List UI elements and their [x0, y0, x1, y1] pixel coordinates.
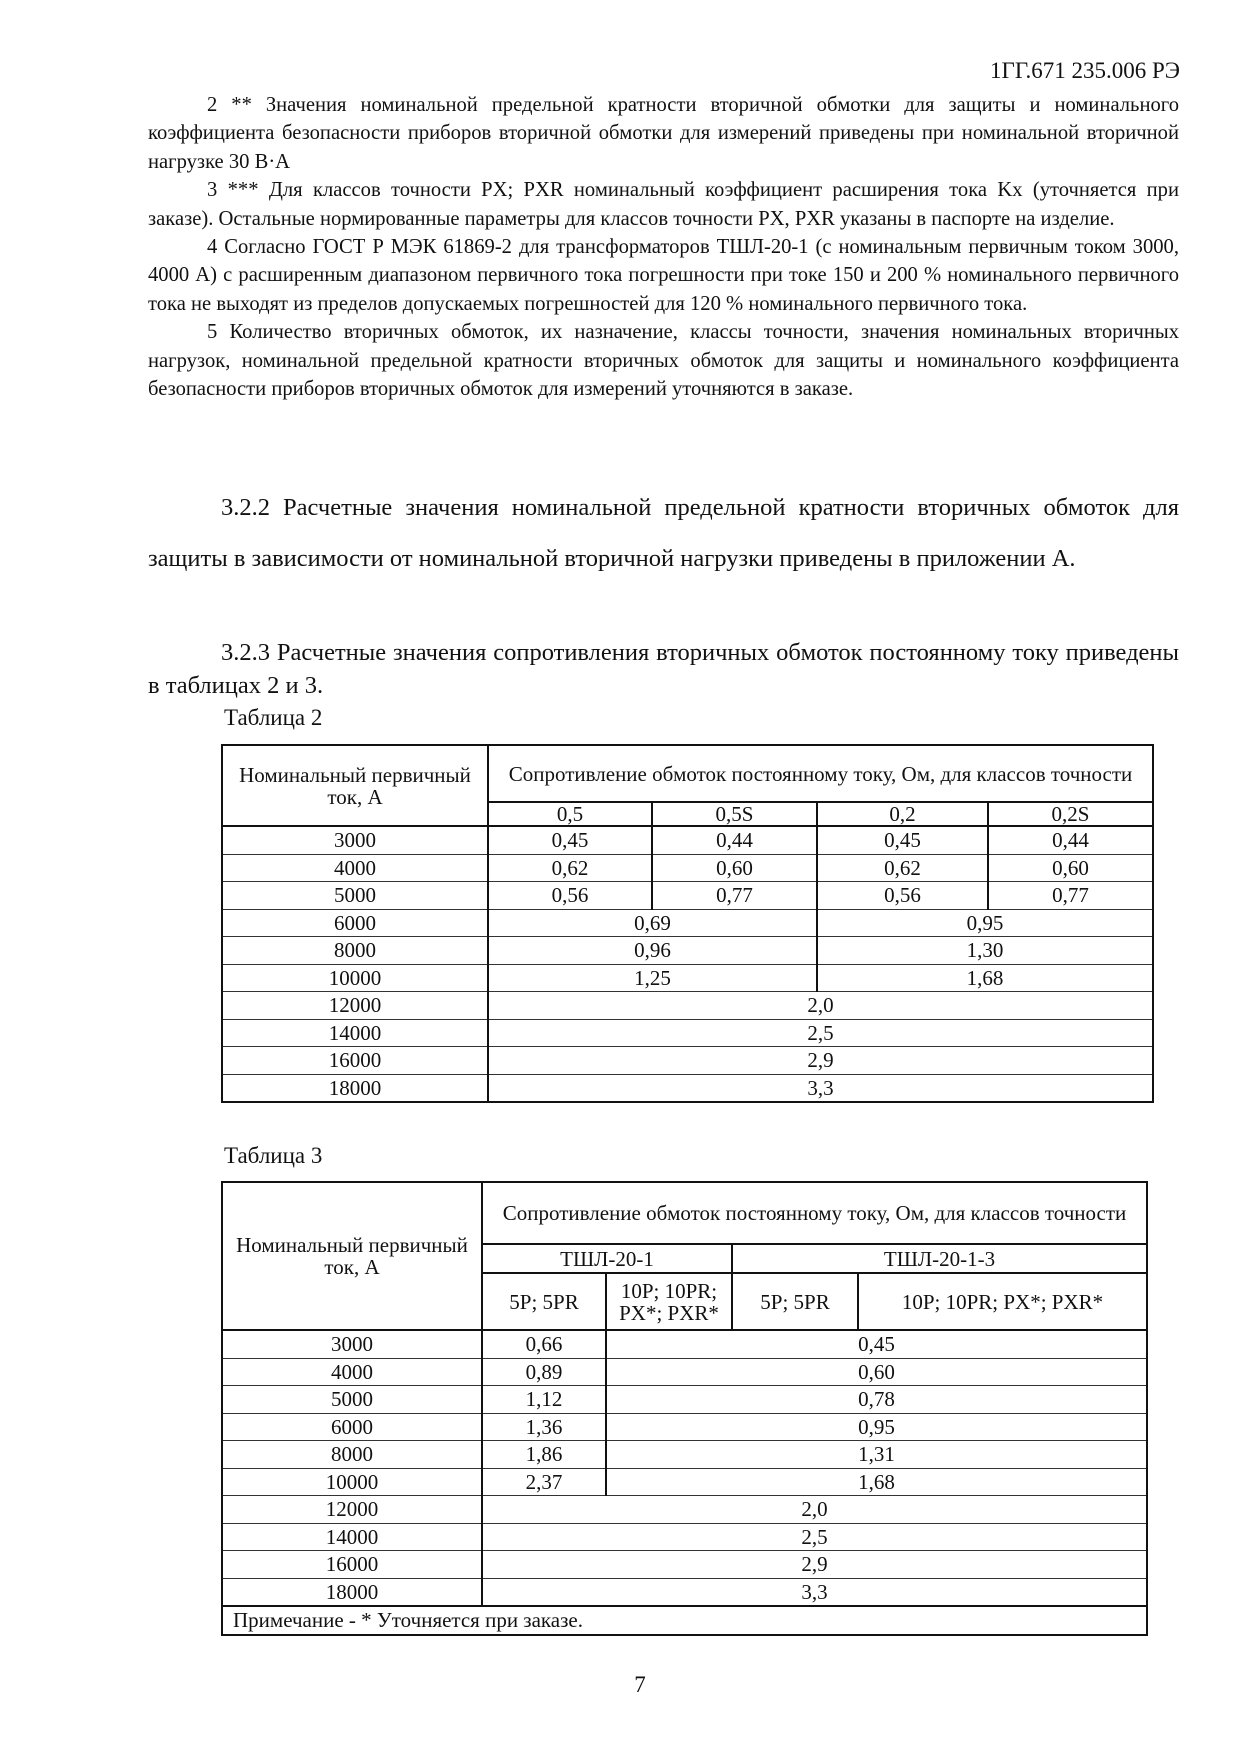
cell-current: 18000 — [222, 1578, 482, 1606]
cell-value: 0,96 — [488, 937, 817, 965]
cell-value: 2,5 — [488, 1019, 1153, 1047]
cell-value: 0,56 — [817, 882, 988, 910]
header-resistance: Сопротивление обмоток постоянному току, Ом, для классов точности — [488, 745, 1153, 802]
note-2: 2 ** Значения номинальной предельной кратности вторичной обмотки для защиты и номинального коэффициента безопасности приборов вторичной обмотки для измерений приведены при номинальной вторичной нагрузке 30 В·А — [148, 94, 1179, 173]
header-nominal-current: Номинальный первичный ток, А — [222, 1182, 482, 1330]
table-2 — [221, 744, 1154, 1103]
table-row — [222, 1330, 1147, 1358]
cell-current: 12000 — [222, 1496, 482, 1524]
cell-value: 0,77 — [988, 882, 1153, 910]
cell-value: 0,78 — [606, 1386, 1147, 1414]
header-class: 0,2 — [817, 802, 988, 826]
cell-value: 0,44 — [652, 826, 817, 854]
table-row — [222, 909, 1153, 937]
header-class: 0,2S — [988, 802, 1153, 826]
page-number: 7 — [634, 1672, 646, 1697]
header-type: ТШЛ-20-1-3 — [732, 1244, 1147, 1273]
header-type: ТШЛ-20-1 — [482, 1244, 732, 1273]
table-row — [222, 1468, 1147, 1496]
cell-value: 0,44 — [988, 826, 1153, 854]
note-5: 5 Количество вторичных обмоток, их назначение, классы точности, значения номинальных вторичных нагрузок, номинальной предельной кратности вторичных обмоток для защиты и номинального коэффициента безопасности приборов вторичных обмоток для измерений уточняются в заказе. — [148, 321, 1179, 401]
cell-value: 1,30 — [817, 937, 1153, 965]
section-3-2-2-text: 3.2.2 Расчетные значения номинальной предельной кратности вторичных обмоток для защиты в зависимости от номинальной вторичной нагрузки приведены в приложении А. — [148, 494, 1179, 572]
table-row — [222, 1047, 1153, 1075]
cell-current: 18000 — [222, 1074, 488, 1102]
table-row — [222, 937, 1153, 965]
table-note: Примечание - * Уточняется при заказе. — [222, 1606, 1147, 1635]
table-3-caption: Таблица 3 — [224, 1143, 323, 1168]
table-row — [222, 992, 1153, 1020]
cell-current: 4000 — [222, 854, 488, 882]
note-4: 4 Согласно ГОСТ Р МЭК 61869-2 для трансформаторов ТШЛ-20-1 (с номинальным первичным током 3000, 4000 А) с расширенным диапазоном первичного тока погрешности при токе 150 и 200 % номинального первичного тока не выходят из пределов допускаемых погрешностей для 120 % номинального первичного тока. — [148, 236, 1179, 315]
cell-value: 0,60 — [606, 1358, 1147, 1386]
table-row — [222, 1413, 1147, 1441]
table-row — [222, 826, 1153, 854]
cell-value: 0,62 — [817, 854, 988, 882]
header-class: 10P; 10PR; PX*; PXR* — [858, 1273, 1147, 1330]
cell-value: 1,86 — [482, 1441, 606, 1469]
cell-current: 5000 — [222, 882, 488, 910]
cell-current: 6000 — [222, 1413, 482, 1441]
cell-value: 1,68 — [817, 964, 1153, 992]
cell-value: 2,0 — [482, 1496, 1147, 1524]
header-class: 10P; 10PR; PX*; PXR* — [606, 1273, 732, 1330]
cell-current: 5000 — [222, 1386, 482, 1414]
cell-current: 14000 — [222, 1523, 482, 1551]
cell-current: 14000 — [222, 1019, 488, 1047]
cell-value: 2,5 — [482, 1523, 1147, 1551]
cell-value: 0,60 — [988, 854, 1153, 882]
table-row — [222, 1523, 1147, 1551]
table-row — [222, 1578, 1147, 1606]
cell-value: 0,45 — [488, 826, 652, 854]
cell-current: 10000 — [222, 1468, 482, 1496]
cell-value: 1,68 — [606, 1468, 1147, 1496]
cell-current: 16000 — [222, 1551, 482, 1579]
cell-value: 1,25 — [488, 964, 817, 992]
cell-value: 0,66 — [482, 1330, 606, 1358]
cell-value: 3,3 — [488, 1074, 1153, 1102]
cell-value: 0,95 — [606, 1413, 1147, 1441]
document-code: 1ГГ.671 235.006 РЭ — [990, 58, 1180, 83]
cell-value: 0,69 — [488, 909, 817, 937]
header-resistance: Сопротивление обмоток постоянному току, Ом, для классов точности — [482, 1182, 1147, 1244]
table-row — [222, 1496, 1147, 1524]
cell-value: 2,9 — [482, 1551, 1147, 1579]
cell-value: 1,36 — [482, 1413, 606, 1441]
header-class: 0,5 — [488, 802, 652, 826]
header-class: 5P; 5PR — [482, 1273, 606, 1330]
cell-value: 2,37 — [482, 1468, 606, 1496]
table-row — [222, 964, 1153, 992]
cell-current: 10000 — [222, 964, 488, 992]
table-row — [222, 1358, 1147, 1386]
cell-current: 3000 — [222, 826, 488, 854]
table-notes — [148, 91, 1179, 403]
table-row — [222, 1386, 1147, 1414]
section-3-2-3-text: 3.2.3 Расчетные значения сопротивления вторичных обмоток постоянному току приведены в таблицах 2 и 3. — [148, 639, 1179, 699]
cell-value: 0,89 — [482, 1358, 606, 1386]
cell-current: 6000 — [222, 909, 488, 937]
cell-current: 12000 — [222, 992, 488, 1020]
table-row — [222, 854, 1153, 882]
section-3-2-3 — [148, 636, 1179, 702]
cell-value: 3,3 — [482, 1578, 1147, 1606]
cell-value: 1,31 — [606, 1441, 1147, 1469]
section-3-2-2 — [148, 482, 1179, 584]
header-class: 0,5S — [652, 802, 817, 826]
cell-current: 16000 — [222, 1047, 488, 1075]
cell-value: 0,77 — [652, 882, 817, 910]
cell-value: 0,45 — [606, 1330, 1147, 1358]
table-row — [222, 1441, 1147, 1469]
cell-current: 8000 — [222, 937, 488, 965]
cell-value: 0,62 — [488, 854, 652, 882]
note-3: 3 *** Для классов точности PX; PXR номинальный коэффициент расширения тока Kx (уточняется при заказе). Остальные нормированные параметры для классов точности PX, PXR указаны в паспорте на изделие. — [148, 179, 1179, 230]
table-row — [222, 882, 1153, 910]
table-row — [222, 1074, 1153, 1102]
header-nominal-current: Номинальный первичный ток, А — [222, 745, 488, 826]
cell-value: 1,12 — [482, 1386, 606, 1414]
cell-value: 0,95 — [817, 909, 1153, 937]
cell-current: 4000 — [222, 1358, 482, 1386]
cell-value: 2,9 — [488, 1047, 1153, 1075]
header-class: 5P; 5PR — [732, 1273, 858, 1330]
table-3 — [221, 1181, 1148, 1636]
cell-current: 3000 — [222, 1330, 482, 1358]
table-row — [222, 1551, 1147, 1579]
table-row — [222, 1019, 1153, 1047]
table-note-row — [222, 1606, 1147, 1635]
cell-value: 0,45 — [817, 826, 988, 854]
table-2-caption: Таблица 2 — [224, 705, 323, 730]
cell-value: 0,56 — [488, 882, 652, 910]
cell-value: 0,60 — [652, 854, 817, 882]
cell-current: 8000 — [222, 1441, 482, 1469]
cell-value: 2,0 — [488, 992, 1153, 1020]
